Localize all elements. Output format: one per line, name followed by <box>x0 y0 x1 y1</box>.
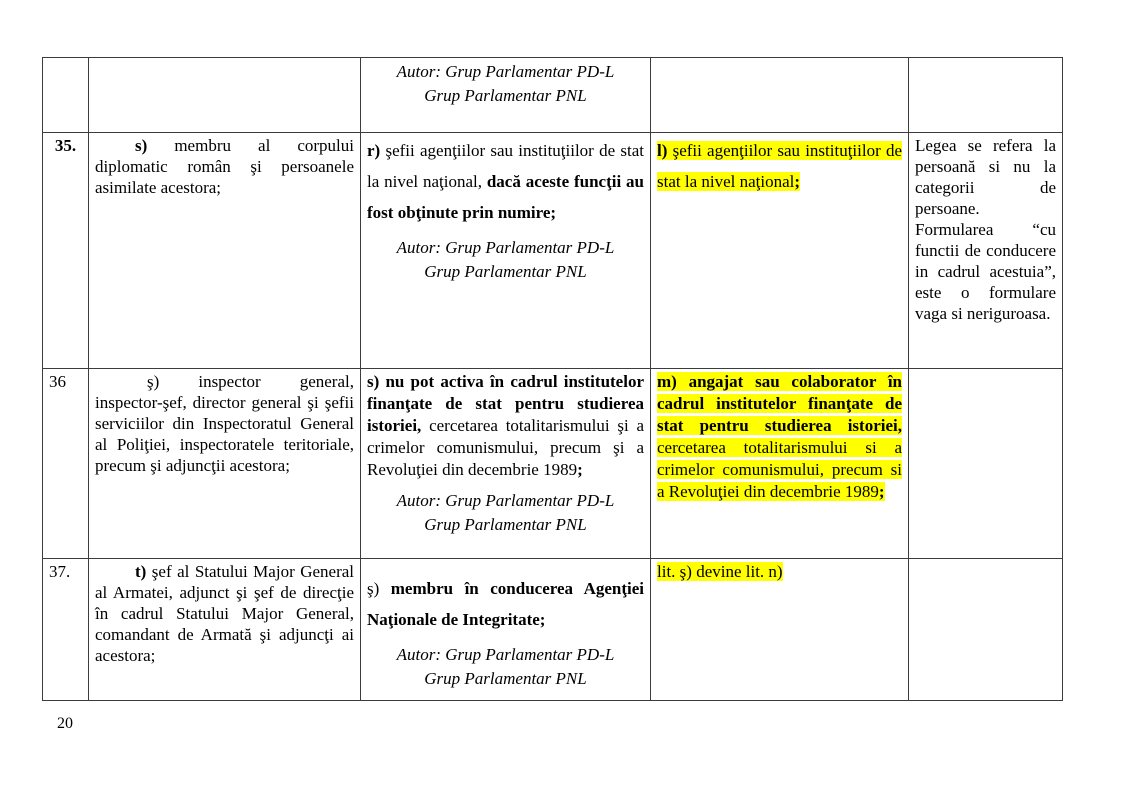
existing-text-cell <box>89 58 361 133</box>
highlighted-amendment: l) şefii agenţiilor sau instituţiilor de stat la nivel naţional; <box>657 141 902 191</box>
author-line: Grup Parlamentar PNL <box>424 262 587 281</box>
author-attribution <box>367 643 644 691</box>
existing-text-cell <box>89 369 361 559</box>
author-line: Autor: Grup Parlamentar PD-L <box>396 62 615 81</box>
table-row-continuation <box>43 58 1063 133</box>
highlighted-amendment: m) angajat sau colaborator în cadrul institutelor finanţate de stat pentru studierea istoriei, cercetarea totalitarismului si a crimelor comunismului, precum si a Revoluţiei din decembrie 1989; <box>657 372 902 501</box>
amended-text-cell <box>651 133 909 369</box>
letter-marker: l) <box>657 141 668 160</box>
author-line: Autor: Grup Parlamentar PD-L <box>396 238 615 257</box>
letter-marker: ş) <box>147 372 160 391</box>
amended-text-cell <box>651 559 909 701</box>
observations-cell <box>909 58 1063 133</box>
amended-provision-text <box>657 561 902 583</box>
existing-provision-text: s) membru al corpului diplomatic român şi persoanele asimilate acestora; <box>95 136 354 197</box>
table-row-36 <box>43 369 1063 559</box>
table-row-37 <box>43 559 1063 701</box>
row-number-cell: 35. <box>43 133 89 369</box>
amended-provision-text <box>657 371 902 503</box>
amended-text-cell <box>651 369 909 559</box>
letter-marker: r) <box>367 141 381 160</box>
highlighted-amendment: lit. ş) devine lit. n) <box>657 562 783 581</box>
amended-text-cell <box>651 58 909 133</box>
author-line: Autor: Grup Parlamentar PD-L <box>396 645 615 664</box>
letter-marker: s) <box>135 136 148 155</box>
author-attribution <box>367 489 644 537</box>
proposed-provision-text: r) şefii agenţiilor sau instituţiilor de stat la nivel naţional, dacă aceste funcţii au fost obţinute prin numire; <box>367 141 644 222</box>
page-number: 20 <box>57 715 73 732</box>
existing-provision-text: t) şef al Statului Major General al Armatei, adjunct şi şef de direcţie în cadrul Statului Major General, comandant de Armată şi adjuncţi ai acestora; <box>95 562 354 665</box>
letter-marker: t) <box>135 562 147 581</box>
proposed-provision-text: ş) membru în conducerea Agenţiei Naţionale de Integritate; <box>367 579 644 629</box>
author-attribution <box>367 236 644 284</box>
row-number-cell <box>43 58 89 133</box>
row-number-cell: 37. <box>43 559 89 701</box>
proposed-text-cell <box>361 559 651 701</box>
author-attribution <box>367 60 644 108</box>
author-line: Autor: Grup Parlamentar PD-L <box>396 491 615 510</box>
observation-text: Legea se refera la persoană si nu la categorii de persoane. Formularea “cu functii de conducere in cadrul acestuia”, este o formulare vaga si neriguroasa. <box>915 136 1056 323</box>
proposed-text-cell <box>361 133 651 369</box>
letter-marker: ş) <box>367 579 380 598</box>
amendments-table <box>42 57 1063 701</box>
observations-cell <box>909 369 1063 559</box>
proposed-text-cell <box>361 58 651 133</box>
author-line: Grup Parlamentar PNL <box>424 669 587 688</box>
amended-provision-text <box>657 135 902 197</box>
table-row-35 <box>43 133 1063 369</box>
author-line: Grup Parlamentar PNL <box>424 86 587 105</box>
existing-provision-text: ş) inspector general, inspector-şef, director general şi şefii serviciilor din Inspectoratul General al Poliţiei, inspectoratele teritoriale, precum şi adjuncţii acestora; <box>95 372 354 475</box>
proposed-text-cell <box>361 369 651 559</box>
proposed-provision-text: s) nu pot activa în cadrul institutelor finanţate de stat pentru studierea istoriei, cercetarea totalitarismului şi a crimelor comunismului, precum şi a Revoluţiei din decembrie 1989; <box>367 372 644 479</box>
observations-cell <box>909 559 1063 701</box>
row-number-cell: 36 <box>43 369 89 559</box>
existing-text-cell <box>89 559 361 701</box>
observations-cell <box>909 133 1063 369</box>
author-line: Grup Parlamentar PNL <box>424 515 587 534</box>
existing-text-cell <box>89 133 361 369</box>
